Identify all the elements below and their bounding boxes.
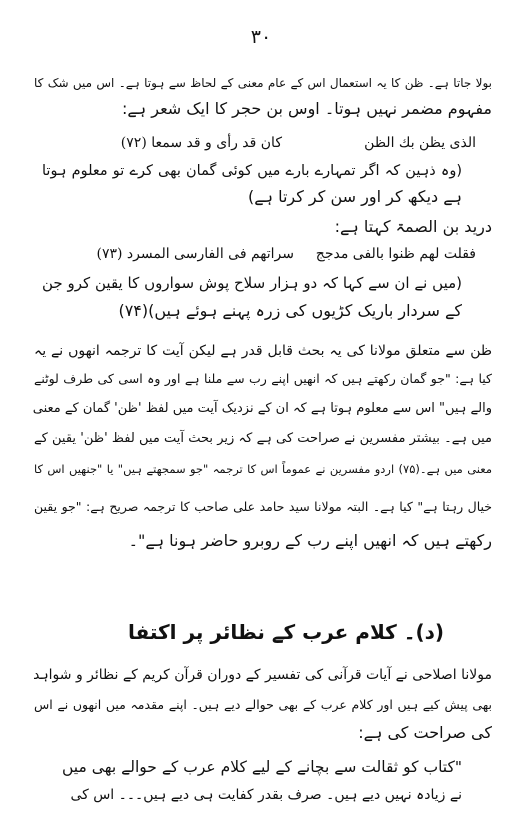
- text-line: کی صراحت کی ہے:: [358, 723, 492, 742]
- text-line: ظن سے متعلق مولانا کی یہ بحث قابل قدر ہے لیکن آیت کا ترجمہ انھوں نے یہ: [34, 343, 492, 359]
- text-line: کیا ہے: "جو گمان رکھتے ہیں کہ انھیں اپنے رب سے ملنا ہے اور وہ اسی کی طرف لوٹنے: [34, 371, 492, 386]
- quote-line: نے زیادہ نہیں دیے ہیں۔ صرف بقدر کفایت ہی دیے ہیں۔۔۔ اس کی: [70, 787, 462, 803]
- text-line: ہے دیکھ کر اور سن کر کرتا ہے): [247, 187, 462, 206]
- page-number: ۳۰: [250, 26, 272, 48]
- text-line: معنی میں ہے۔(۷۵) اردو مفسرین نے عموماً اس کا ترجمہ "جو سمجھتے ہیں" یا "جنھیں اس کا: [34, 462, 492, 476]
- text-line: والے ہیں" اس سے معلوم ہوتا ہے کہ ان کے نزدیک آیت میں لفظ 'ظن' گمان کے معنی: [32, 401, 492, 416]
- verse-second-hemistich: [121, 133, 282, 153]
- verse-text: فقلت لهم ظنوا بالفى مدجج: [315, 246, 476, 262]
- text-line: بولا جاتا ہے۔ ظن کا یہ استعمال اس کے عام معنی کے لحاظ سے ہوتا ہے۔ اس میں شک کا: [34, 76, 492, 90]
- text-line: خیال رہتا ہے" کیا ہے۔ البتہ مولانا سید حامد علی صاحب کا ترجمہ صریح ہے: "جو یقین: [34, 499, 492, 514]
- verse-first-hemistich: [316, 244, 476, 264]
- text-line: درید بن الصمۃ کہتا ہے:: [334, 217, 492, 236]
- quote-line: "کتاب کو ثقالت سے بچانے کے لیے کلام عرب کے حوالے بھی میں: [62, 758, 462, 776]
- text-line: (میں نے ان سے کہا کہ دو ہزار سلاح پوش سواروں کا یقین کرو جن: [42, 274, 462, 292]
- text-line: کے سردار باریک کڑیوں کی زرہ پہنے ہوئے ہیں)(۷۴): [118, 301, 462, 320]
- text-line: میں ہے۔ بیشتر مفسرین نے صراحت کی ہے کہ زیر بحث آیت میں لفظ 'ظن' یقین کے: [34, 431, 492, 446]
- verse-text: سراتهم فى الفارسى المسرد: [126, 246, 294, 262]
- text-line: (وہ ذہین کہ اگر تمہارے بارے میں کوئی گمان بھی کرے تو معلوم ہوتا: [42, 163, 462, 179]
- verse-text: كان قد رأى و قد سمعا: [151, 135, 282, 151]
- text-line: رکھتے ہیں کہ انھیں اپنے رب کے روبرو حاضر ہونا ہے"۔: [128, 531, 492, 550]
- text-line: بھی پیش کیے ہیں اور کلام عرب کے بھی حوالے دیے ہیں۔ اپنے مقدمہ میں انھوں نے اس: [34, 697, 492, 712]
- verse-second-hemistich: [96, 244, 294, 264]
- section-heading: (د)۔ کلام عرب کے نظائر پر اکتفا: [127, 620, 444, 644]
- footnote-ref: (۷۲): [120, 135, 147, 151]
- verse-first-hemistich: [364, 133, 476, 153]
- text-line: مفہوم مضمر نہیں ہوتا۔ اوس بن حجر کا ایک شعر ہے:: [122, 99, 492, 118]
- footnote-ref: (۷۳): [96, 246, 123, 262]
- text-line: مولانا اصلاحی نے آیات قرآنی کی تفسیر کے دوران قرآن کریم کے نظائر و شواہد: [33, 667, 492, 683]
- verse-text: الذی یظن بك الظن: [364, 135, 476, 151]
